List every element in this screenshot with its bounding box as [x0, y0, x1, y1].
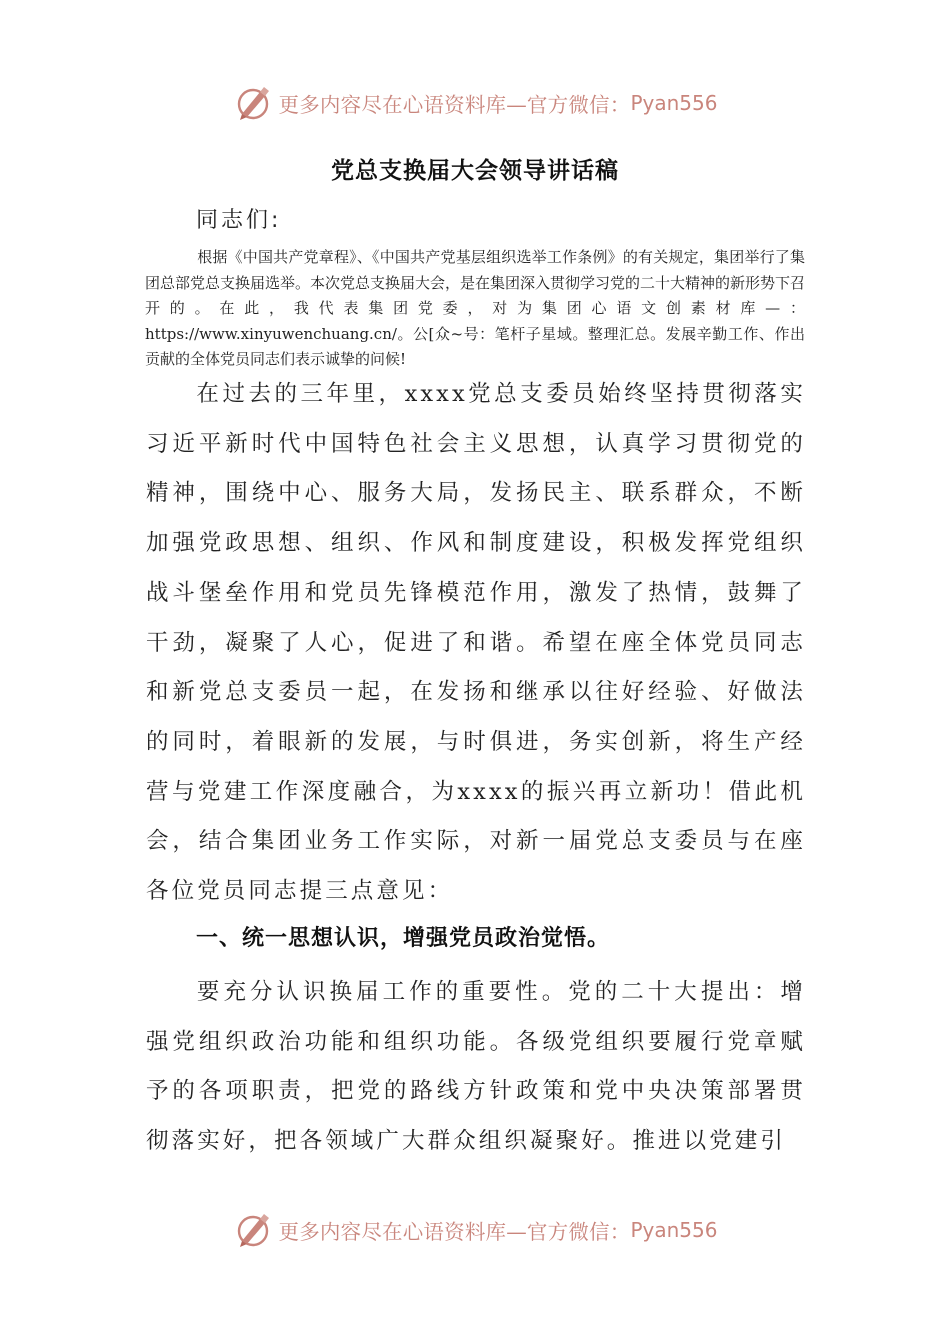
paragraph-2-text: 要充分认识换届工作的重要性。党的二十大提出：增强党组织政治功能和组织功能。各级党组织要履行党章赋予的各项职责，把党的路线方针政策和党中央决策部署贯彻落实好，把各领域广大群众组织凝聚好。推进以党建引 — [146, 979, 806, 1155]
body-paragraph-1 — [146, 370, 806, 917]
pen-logo-icon — [233, 83, 273, 123]
watermark-banner-bottom — [0, 1208, 950, 1252]
paragraph-1-text: 在过去的三年里，xxxx党总支委员始终坚持贯彻落实习近平新时代中国特色社会主义思想，认真学习贯彻党的精神，围绕中心、服务大局，发扬民主、联系群众，不断加强党政思想、组织、作风和制度建设，积极发挥党组织战斗堡垒作用和党员先锋模范作用，激发了热情，鼓舞了干劲，凝聚了人心，促进了和谐。希望在座全体党员同志和新党总支委员一起，在发扬和继承以往好经验、好做法的同时，着眼新的发展，与时俱进，务实创新，将生产经营与党建工作深度融合，为xxxx的振兴再立新功！借此机会，结合集团业务工作实际，对新一届党总支委员与在座各位党员同志提三点意见： — [146, 381, 806, 905]
document-title: 党总支换届大会领导讲话稿 — [331, 158, 619, 184]
body-paragraph-2 — [146, 968, 806, 1167]
section-heading-1: 一、统一思想认识，增强党员政治觉悟。 — [196, 926, 611, 951]
intro-paragraph — [145, 245, 805, 373]
watermark-banner-top — [0, 81, 950, 125]
salutation: 同志们: — [196, 208, 282, 233]
watermark-text: 更多内容尽在心语资料库—官方微信： — [278, 93, 631, 117]
pen-logo-icon — [233, 1210, 273, 1250]
intro-text: 根据《中国共产党章程》、《中国共产党基层组织选举工作条例》的有关规定，集团举行了集团总部党总支换届选举。本次党总支换届大会，是在集团深入贯彻学习党的二十大精神的新形势下召开的。在此，我代表集团党委，对为集团心语文创素材库—：https://www.xinyuwenchuang.cn/。公[众~号：笔杆子星域。整理汇总。发展辛勤工作、作出贡献的全体党员同志们表示诚挚的问候! — [145, 248, 806, 368]
watermark-wechat-id: Pyan556 — [630, 91, 718, 115]
watermark-wechat-id: Pyan556 — [630, 1218, 718, 1242]
watermark-text: 更多内容尽在心语资料库—官方微信： — [278, 1220, 631, 1244]
